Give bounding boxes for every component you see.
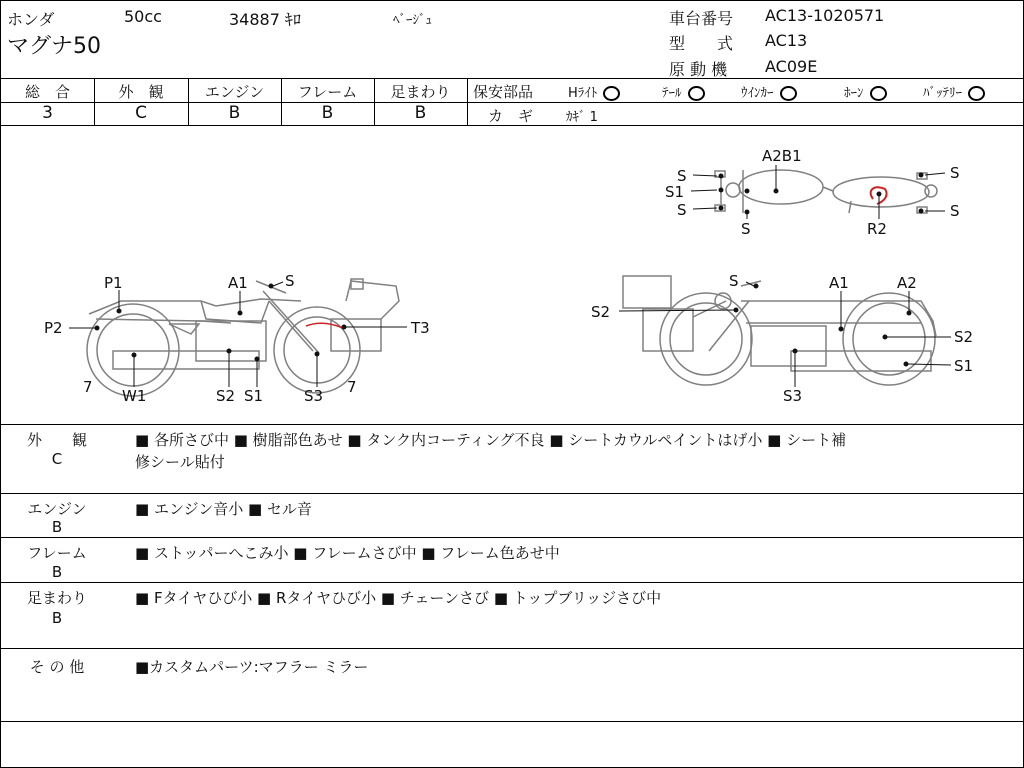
color: ﾍﾞｰｼﾞｭ [393, 13, 432, 28]
grade-frame-label: フレーム [297, 83, 358, 101]
safety-horn: ﾎｰﾝ [844, 82, 887, 101]
diag-label: S [950, 164, 960, 182]
diag-label: S2 [216, 387, 236, 405]
ok-circle-icon [603, 86, 620, 101]
remark-exterior-line1: ■ 各所さび中 ■ 樹脂部色あせ ■ タンク内コーティング不良 ■ シートカウルペイントはげ小 ■ シート補 [135, 431, 847, 449]
diag-label: A2 [897, 274, 917, 292]
key-value: ｶｷﾞ 1 [566, 110, 598, 125]
diag-label: W1 [122, 387, 147, 405]
remark-engine-grade: B [51, 518, 63, 536]
diag-label: S3 [304, 387, 324, 405]
grade-overall-label: 総 合 [24, 83, 70, 101]
diag-label: S [729, 272, 739, 290]
chassis-label: 車台番号 [669, 9, 734, 28]
grade-engine-value: B [228, 103, 241, 123]
diag-label: T3 [411, 319, 430, 337]
diag-label: S [285, 272, 295, 290]
safety-parts-label: 保安部品 [473, 83, 534, 101]
safety-winker: ｳｲﾝｶｰ [741, 82, 797, 101]
diag-label: S1 [665, 183, 685, 201]
grade-frame-value: B [321, 103, 334, 123]
remark-frame-label: フレーム [27, 544, 87, 562]
bike-right-side-view [623, 276, 936, 385]
remark-exterior-label: 外 観 [26, 431, 87, 449]
diag-label: A1 [829, 274, 849, 292]
diag-label: A1 [228, 274, 248, 292]
diag-label: S [677, 167, 687, 185]
remark-frame-line1: ■ ストッパーへこみ小 ■ フレームさび中 ■ フレーム色あせ中 [135, 544, 560, 562]
displacement: 50cc [124, 7, 162, 26]
engine-value: AC09E [765, 57, 818, 76]
grade-suspension-label: 足まわり [390, 83, 451, 101]
remark-exterior-line2: 修シール貼付 [135, 453, 225, 471]
remark-engine-line1: ■ エンジン音小 ■ セル音 [135, 500, 312, 518]
grade-suspension-value: B [414, 103, 427, 123]
remark-other-label: そ の 他 [29, 658, 85, 676]
type-label: 型 式 [669, 34, 734, 53]
ok-circle-icon [870, 86, 887, 101]
ok-circle-icon [688, 86, 705, 101]
bike-diagram [1, 126, 1023, 424]
ok-circle-icon [780, 86, 797, 101]
grade-overall-value: 3 [42, 103, 53, 123]
remark-exterior-grade: C [51, 450, 63, 468]
maker: ホンダ [7, 10, 55, 29]
remark-suspension-label: 足まわり [26, 589, 87, 607]
grade-exterior-label: 外 観 [118, 83, 164, 101]
diag-label: 7 [83, 378, 93, 396]
diag-label: S1 [244, 387, 264, 405]
safety-headlight: Hﾗｲﾄ [568, 82, 620, 101]
key-label: カ ギ [488, 107, 534, 125]
chassis-value: AC13-1020571 [765, 6, 885, 25]
remark-other-line1: ■カスタムパーツ:マフラー ミラー [135, 658, 369, 676]
diag-label: S [677, 201, 687, 219]
mileage: 34887 ｷﾛ [229, 10, 301, 29]
grade-engine-label: エンジン [204, 83, 265, 101]
diag-label: R2 [867, 220, 887, 238]
diagram-labels [44, 147, 973, 405]
grade-exterior-value: C [135, 103, 147, 123]
remark-engine-label: エンジン [27, 500, 87, 518]
diag-label: S [741, 220, 751, 238]
ok-circle-icon [968, 86, 985, 101]
diag-label: P2 [44, 319, 63, 337]
safety-battery: ﾊﾞｯﾃﾘｰ [923, 82, 985, 101]
remark-suspension-grade: B [51, 609, 63, 627]
engine-label: 原 動 機 [669, 60, 728, 79]
diag-label: S1 [954, 357, 974, 375]
diag-label: S2 [591, 303, 611, 321]
diag-label: 7 [347, 378, 357, 396]
safety-tail: ﾃｰﾙ [662, 82, 705, 101]
diag-label: A2B1 [762, 147, 802, 165]
diag-label: P1 [104, 274, 123, 292]
type-value: AC13 [765, 31, 808, 50]
remark-suspension-line1: ■ Fタイヤひび小 ■ Rタイヤひび小 ■ チェーンさび ■ トップブリッジさび中 [135, 589, 662, 607]
diag-label: S3 [783, 387, 803, 405]
diag-label: S2 [954, 328, 974, 346]
diag-label: S [950, 202, 960, 220]
model-name: マグナ50 [7, 34, 101, 59]
remark-frame-grade: B [51, 563, 63, 581]
